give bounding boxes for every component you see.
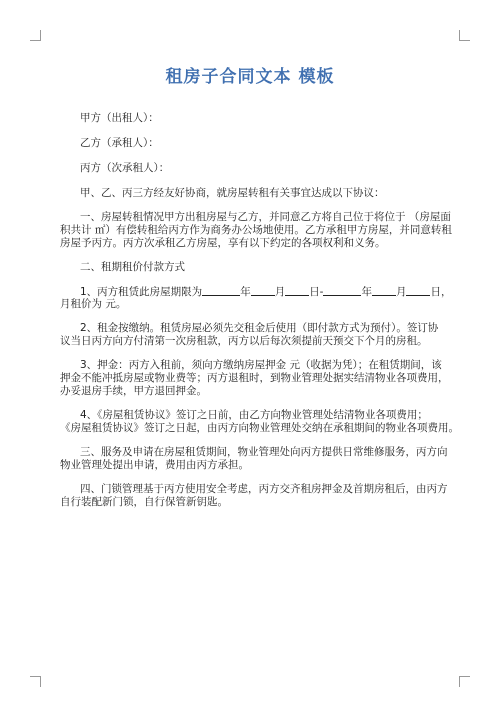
section-3-service bbox=[60, 446, 448, 472]
section-1-line: 房屋予丙方。丙方次承租乙方房屋，享有以下约定的各项权利和义务。 bbox=[60, 237, 386, 249]
section-4-line: 自行装配新门锁，自行保管新钥匙。 bbox=[60, 496, 228, 508]
month-label: 月 bbox=[395, 286, 407, 298]
clause-3-deposit bbox=[60, 359, 449, 398]
party-b: 乙方（承租人）： bbox=[80, 137, 159, 149]
section-1-line: 积共计 ㎡）有偿转租给丙方作为商务办公场地使用。乙方承租甲方房屋，并同意转租 bbox=[60, 224, 452, 236]
blank-start-month[interactable] bbox=[251, 285, 275, 296]
section-1-line: 一、房屋转租情况甲方出租房屋与乙方，并同意乙方将自己位于将位于 （房屋面 bbox=[80, 211, 451, 223]
section-1-paragraph bbox=[60, 211, 452, 250]
clause-3-line: 3、押金：丙方入租前，须向方缴纳房屋押金 元（收据为凭）；在租赁期间，该 bbox=[80, 359, 442, 371]
party-c: 丙方（次承租人）： bbox=[80, 162, 170, 174]
document-title: 租房子合同文本 模板 bbox=[165, 67, 335, 87]
crop-mark-top-left bbox=[30, 30, 41, 41]
year-label: 年 bbox=[361, 286, 372, 298]
blank-start-year[interactable] bbox=[202, 285, 240, 296]
clause-3-line: 押金不能冲抵房屋或物业费等；丙方退租时，到物业管理处据实结清物业各项费用， bbox=[60, 372, 449, 384]
clause-2-2-line: 2、租金按缴纳。租赁房屋必须先交租金后使用（即付款方式为预付）。签订协 bbox=[80, 322, 439, 334]
clause-2-1 bbox=[60, 285, 452, 311]
blank-end-year[interactable] bbox=[323, 285, 361, 296]
crop-mark-bottom-right bbox=[459, 676, 470, 687]
lease-term-label: 1、丙方租赁此房屋期限为 bbox=[80, 286, 203, 298]
intro-paragraph: 甲、乙、丙三方经友好协商，就房屋转租有关事宜达成以下协议： bbox=[80, 187, 385, 199]
clause-2-2-line: 议当日丙方向方付清第一次房租款，丙方以后每次须提前天预交下个月的房租。 bbox=[60, 335, 428, 347]
section-2-heading: 二、租期租价付款方式 bbox=[80, 261, 185, 273]
section-3-line: 物业管理处提出申请，费用由丙方承担。 bbox=[60, 459, 249, 471]
clause-2-1-line: 月租价为 元。 bbox=[60, 298, 127, 310]
month-label: 月 bbox=[274, 286, 286, 298]
party-a: 甲方（出租人）： bbox=[80, 112, 159, 124]
blank-end-month[interactable] bbox=[372, 285, 396, 296]
clause-3-line: 办妥退房手续，甲方退回押金。 bbox=[60, 385, 207, 397]
year-label: 年 bbox=[240, 286, 251, 298]
day-label: 日， bbox=[430, 286, 452, 298]
section-4-locks bbox=[60, 483, 448, 509]
clause-2-1-line bbox=[60, 285, 452, 298]
crop-mark-bottom-left bbox=[30, 676, 41, 687]
blank-start-day[interactable] bbox=[285, 285, 309, 296]
clause-4-line: 4、《房屋租赁协议》签订之日前，由乙方向物业管理处结清物业各项费用； bbox=[80, 409, 428, 421]
clause-2-2 bbox=[60, 322, 444, 348]
clause-4-line: 《房屋租赁协议》签订之日起，由丙方向物业管理处交纳在承租期间的物业各项费用。 bbox=[60, 422, 459, 434]
section-3-line: 三、服务及申请在房屋租赁期间，物业管理处向丙方提供日常维修服务，丙方向 bbox=[80, 446, 448, 458]
document-body bbox=[60, 112, 459, 520]
blank-end-day[interactable] bbox=[406, 285, 430, 296]
clause-4-fees bbox=[60, 409, 459, 435]
section-4-line: 四、门锁管理基于丙方使用安全考虑，丙方交齐租房押金及首期房租后，由丙方 bbox=[80, 483, 448, 495]
day-dash-label: 日- bbox=[309, 286, 324, 298]
crop-mark-top-right bbox=[459, 30, 470, 41]
